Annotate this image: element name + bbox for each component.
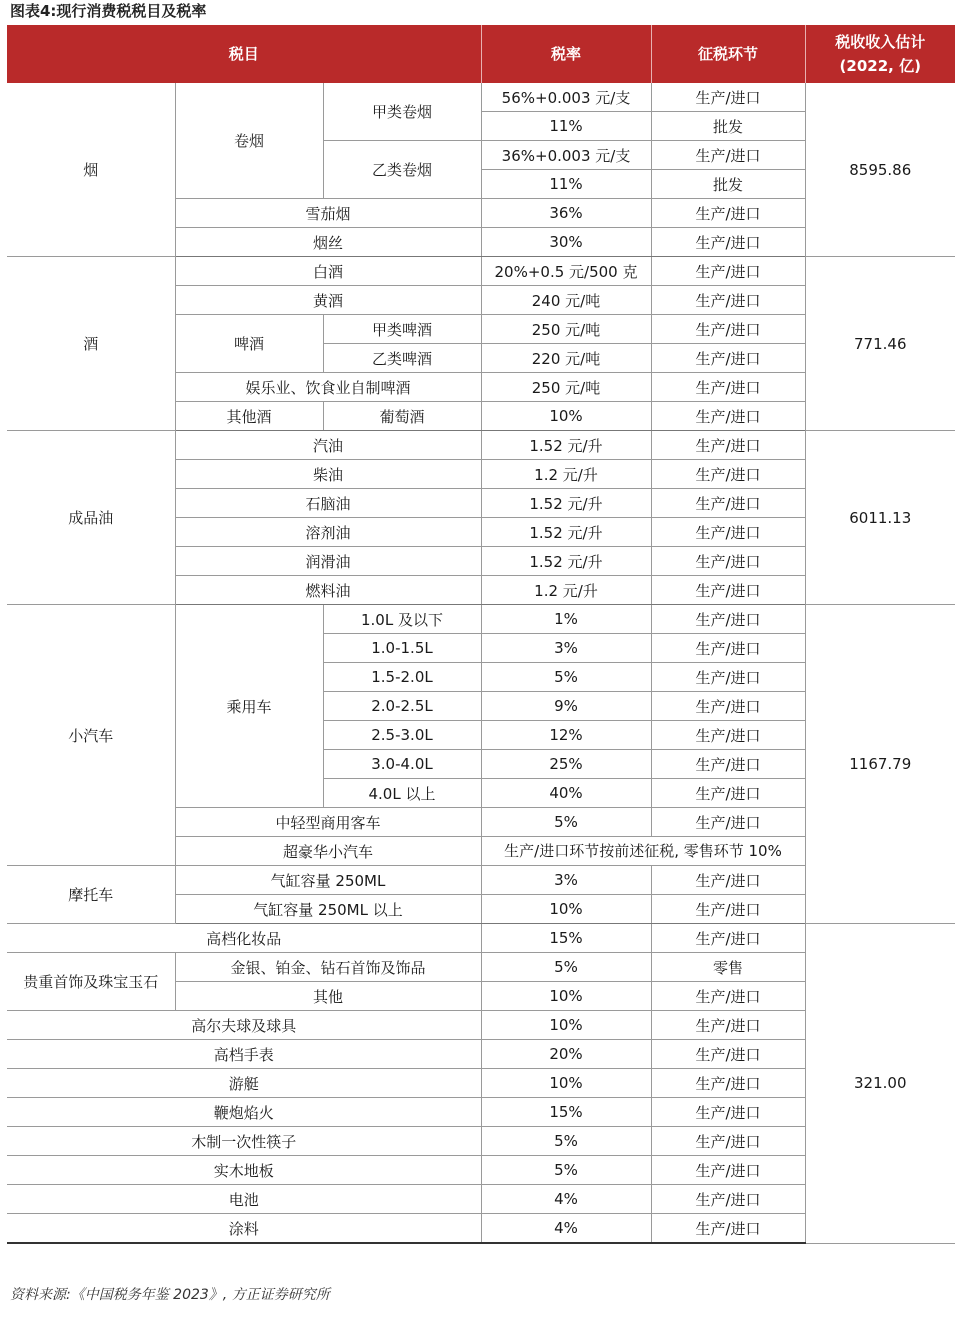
- tax-stage: 生产/进口: [651, 1214, 805, 1244]
- item-name: 乙类啤酒: [323, 344, 481, 373]
- item-name: 1.0L 及以下: [323, 605, 481, 634]
- tax-stage: 生产/进口: [651, 518, 805, 547]
- tax-rate: 10%: [481, 1011, 651, 1040]
- item-name: 溶剂油: [175, 518, 481, 547]
- tax-rate: 10%: [481, 1069, 651, 1098]
- tax-stage: 生产/进口: [651, 199, 805, 228]
- tax-rate: 30%: [481, 228, 651, 257]
- tax-stage: 生产/进口: [651, 750, 805, 779]
- tax-stage: 生产/进口: [651, 721, 805, 750]
- table-row: [7, 431, 955, 460]
- tax-stage: 批发: [651, 112, 805, 141]
- tax-rate: 11%: [481, 112, 651, 141]
- tax-stage: 生产/进口: [651, 605, 805, 634]
- tax-stage: 生产/进口: [651, 431, 805, 460]
- tax-stage: 生产/进口: [651, 982, 805, 1011]
- tax-stage: 生产/进口: [651, 1098, 805, 1127]
- group-alcohol: 酒: [7, 257, 175, 431]
- tax-stage: 生产/进口: [651, 924, 805, 953]
- tax-rate: 36%: [481, 199, 651, 228]
- item-name: 燃料油: [175, 576, 481, 605]
- tax-rate: 3%: [481, 634, 651, 663]
- tax-rate: 11%: [481, 170, 651, 199]
- tax-rate: 10%: [481, 895, 651, 924]
- tax-rate: 56%+0.003 元/支: [481, 83, 651, 112]
- tax-rate: 1.52 元/升: [481, 547, 651, 576]
- tax-stage: 生产/进口: [651, 344, 805, 373]
- revenue-others: 321.00: [805, 924, 955, 1244]
- item-name: 4.0L 以上: [323, 779, 481, 808]
- subgroup-cigarettes: 卷烟: [175, 83, 323, 199]
- item-name: 金银、铂金、钻石首饰及饰品: [175, 953, 481, 982]
- tax-stage: 生产/进口: [651, 141, 805, 170]
- item-name: 2.5-3.0L: [323, 721, 481, 750]
- tax-rate: 5%: [481, 1156, 651, 1185]
- tax-stage: 生产/进口: [651, 1011, 805, 1040]
- item-name: 超豪华小汽车: [175, 837, 481, 866]
- tax-stage: 生产/进口: [651, 895, 805, 924]
- item-name: 高档手表: [7, 1040, 481, 1069]
- tax-stage: 生产/进口: [651, 83, 805, 112]
- tax-rate: 1.52 元/升: [481, 489, 651, 518]
- item-name: 3.0-4.0L: [323, 750, 481, 779]
- item-name: 气缸容量 250ML: [175, 866, 481, 895]
- tax-stage: 生产/进口: [651, 228, 805, 257]
- item-name: 气缸容量 250ML 以上: [175, 895, 481, 924]
- item-name: 1.0-1.5L: [323, 634, 481, 663]
- tax-stage: 批发: [651, 170, 805, 199]
- tax-stage: 生产/进口: [651, 576, 805, 605]
- item-name: 其他: [175, 982, 481, 1011]
- item-name: 黄酒: [175, 286, 481, 315]
- item-name: 烟丝: [175, 228, 481, 257]
- table-row: [7, 605, 955, 634]
- tax-stage: 生产/进口: [651, 779, 805, 808]
- item-name: 雪茄烟: [175, 199, 481, 228]
- header-row: [7, 25, 955, 83]
- group-oil: 成品油: [7, 431, 175, 605]
- revenue-car: 1167.79: [805, 605, 955, 924]
- tax-rate: 5%: [481, 953, 651, 982]
- tax-stage: 生产/进口: [651, 663, 805, 692]
- revenue-tobacco: 8595.86: [805, 83, 955, 257]
- subgroup-passenger-car: 乘用车: [175, 605, 323, 808]
- source-note: 资料来源:《中国税务年鉴 2023》, 方正证券研究所: [10, 1287, 330, 1303]
- tax-stage: 生产/进口: [651, 460, 805, 489]
- group-jewelry: 贵重首饰及珠宝玉石: [7, 953, 175, 1011]
- tax-rate: 12%: [481, 721, 651, 750]
- item-name: 葡萄酒: [323, 402, 481, 431]
- table-caption: 图表4:现行消费税税目及税率: [10, 2, 207, 20]
- tax-stage: 生产/进口: [651, 489, 805, 518]
- tax-rate: 1.2 元/升: [481, 576, 651, 605]
- group-car: 小汽车: [7, 605, 175, 866]
- tax-rate: 5%: [481, 808, 651, 837]
- tax-stage: 零售: [651, 953, 805, 982]
- table-row: [7, 83, 955, 112]
- subgroup-other-alcohol: 其他酒: [175, 402, 323, 431]
- revenue-alcohol: 771.46: [805, 257, 955, 431]
- item-name: 乙类卷烟: [323, 141, 481, 199]
- tax-rate: 1.52 元/升: [481, 518, 651, 547]
- tax-rate: 5%: [481, 1127, 651, 1156]
- tax-rate: 1.2 元/升: [481, 460, 651, 489]
- subgroup-beer: 啤酒: [175, 315, 323, 373]
- tax-rate: 9%: [481, 692, 651, 721]
- tax-stage: 生产/进口: [651, 286, 805, 315]
- tax-rate: 4%: [481, 1185, 651, 1214]
- tax-rate: 36%+0.003 元/支: [481, 141, 651, 170]
- item-name: 木制一次性筷子: [7, 1127, 481, 1156]
- item-name: 甲类啤酒: [323, 315, 481, 344]
- tax-stage: 生产/进口: [651, 634, 805, 663]
- table-row: [7, 257, 955, 286]
- item-name: 高尔夫球及球具: [7, 1011, 481, 1040]
- item-name: 2.0-2.5L: [323, 692, 481, 721]
- merged-rate-stage: 生产/进口环节按前述征税, 零售环节 10%: [481, 837, 805, 866]
- item-name: 1.5-2.0L: [323, 663, 481, 692]
- tax-stage: 生产/进口: [651, 692, 805, 721]
- header-revenue: [805, 25, 955, 83]
- tax-stage: 生产/进口: [651, 547, 805, 576]
- tax-rate: 220 元/吨: [481, 344, 651, 373]
- tax-stage: 生产/进口: [651, 1156, 805, 1185]
- tax-stage: 生产/进口: [651, 257, 805, 286]
- item-name: 涂料: [7, 1214, 481, 1244]
- item-name: 甲类卷烟: [323, 83, 481, 141]
- item-name: 实木地板: [7, 1156, 481, 1185]
- tax-rate: 250 元/吨: [481, 373, 651, 402]
- tax-rate: 1.52 元/升: [481, 431, 651, 460]
- tax-stage: 生产/进口: [651, 1040, 805, 1069]
- tax-stage: 生产/进口: [651, 1127, 805, 1156]
- header-rate: 税率: [481, 25, 651, 83]
- item-name: 润滑油: [175, 547, 481, 576]
- item-name: 娱乐业、饮食业自制啤酒: [175, 373, 481, 402]
- group-tobacco: 烟: [7, 83, 175, 257]
- tax-rate: 4%: [481, 1214, 651, 1244]
- item-name: 电池: [7, 1185, 481, 1214]
- consumption-tax-table: [7, 25, 955, 1244]
- item-name: 汽油: [175, 431, 481, 460]
- item-name: 白酒: [175, 257, 481, 286]
- tax-rate: 15%: [481, 924, 651, 953]
- item-name: 柴油: [175, 460, 481, 489]
- tax-rate: 40%: [481, 779, 651, 808]
- tax-stage: 生产/进口: [651, 808, 805, 837]
- item-name: 石脑油: [175, 489, 481, 518]
- group-moto: 摩托车: [7, 866, 175, 924]
- item-name: 鞭炮焰火: [7, 1098, 481, 1127]
- header-revenue-line1: 税收收入估计: [835, 33, 926, 51]
- item-name: 高档化妆品: [7, 924, 481, 953]
- header-stage: 征税环节: [651, 25, 805, 83]
- header-revenue-line2: (2022, 亿): [839, 57, 921, 75]
- tax-rate: 3%: [481, 866, 651, 895]
- tax-rate: 250 元/吨: [481, 315, 651, 344]
- tax-stage: 生产/进口: [651, 1185, 805, 1214]
- tax-rate: 5%: [481, 663, 651, 692]
- tax-rate: 1%: [481, 605, 651, 634]
- item-name: 游艇: [7, 1069, 481, 1098]
- tax-rate: 20%+0.5 元/500 克: [481, 257, 651, 286]
- tax-rate: 10%: [481, 982, 651, 1011]
- tax-rate: 15%: [481, 1098, 651, 1127]
- tax-stage: 生产/进口: [651, 402, 805, 431]
- table-row: [7, 924, 955, 953]
- header-item: 税目: [7, 25, 481, 83]
- tax-stage: 生产/进口: [651, 1069, 805, 1098]
- revenue-oil: 6011.13: [805, 431, 955, 605]
- tax-rate: 20%: [481, 1040, 651, 1069]
- tax-stage: 生产/进口: [651, 315, 805, 344]
- item-name: 中轻型商用客车: [175, 808, 481, 837]
- tax-rate: 25%: [481, 750, 651, 779]
- tax-stage: 生产/进口: [651, 373, 805, 402]
- tax-rate: 10%: [481, 402, 651, 431]
- tax-stage: 生产/进口: [651, 866, 805, 895]
- tax-rate: 240 元/吨: [481, 286, 651, 315]
